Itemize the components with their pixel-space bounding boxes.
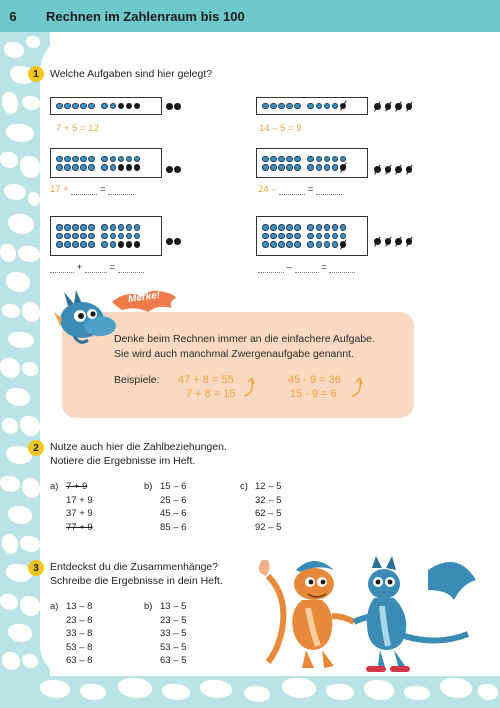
task-item: 7 + 9 (66, 481, 88, 492)
task-item: 33 – 5 (160, 628, 187, 639)
dot-frame (50, 97, 162, 115)
equation-c (50, 184, 134, 195)
merke-label: Merke! (127, 289, 161, 306)
task2-col-c-label: c) (240, 481, 248, 492)
dot-frame (256, 216, 368, 256)
page-title: Rechnen im Zahlenraum bis 100 (46, 8, 245, 24)
extra-dots (166, 238, 182, 245)
equals-sign: = (321, 262, 327, 273)
merke-line-2: Sie wird auch manchmal Zwergenaufgabe genannt. (114, 348, 354, 360)
equals-sign: = (100, 184, 106, 195)
extra-dots (166, 166, 182, 173)
page-number: 6 (9, 8, 17, 24)
equals-sign: = (109, 262, 116, 273)
task-number-badge: 3 (28, 560, 44, 576)
equation-c-start: 17 + (50, 184, 69, 195)
task2-col-b (160, 480, 186, 534)
task2-col-b-label: b) (144, 481, 153, 492)
crossed-dots (374, 103, 416, 110)
equation-d (258, 184, 342, 195)
task3-col-b (160, 600, 186, 668)
crossed-dots (374, 166, 416, 173)
stone-border-bottom (0, 676, 500, 708)
task-item: 23 – 8 (66, 614, 93, 626)
task2-line-2: Notiere die Ergebnisse im Heft. (50, 455, 196, 467)
task2-col-a (66, 480, 93, 534)
example1-top: 47 + 8 = 55 (178, 374, 234, 386)
equation-e (50, 262, 144, 273)
answer-blank[interactable] (295, 263, 319, 273)
dot-frame (50, 148, 162, 178)
examples-label: Beispiele: (114, 374, 160, 386)
task-item: 63 – 5 (160, 655, 187, 666)
task-item: 92 – 5 (255, 521, 282, 533)
crossed-dots (374, 238, 416, 245)
arrow-up-icon (242, 376, 258, 400)
task-item: 63 – 8 (66, 655, 93, 666)
task-item: 33 – 8 (66, 628, 93, 639)
task-number-badge: 1 (28, 66, 44, 82)
task-item: 37 + 9 (66, 508, 93, 519)
answer-blank[interactable] (71, 185, 97, 195)
extra-dots (166, 103, 182, 110)
answer-blank[interactable] (118, 263, 144, 273)
merke-line-1: Denke beim Rechnen immer an die einfachere Aufgabe. (114, 333, 375, 345)
answer-blank[interactable] (316, 185, 342, 195)
answer-blank[interactable] (50, 263, 74, 273)
example2-bottom: 15 - 9 = 6 (290, 388, 337, 400)
task-item: 25 – 6 (160, 494, 187, 506)
page-header (0, 0, 500, 32)
task-item: 17 + 9 (66, 494, 93, 506)
dot-frame (256, 148, 368, 178)
task3-line-2: Schreibe die Ergebnisse in dein Heft. (50, 575, 223, 587)
example2-top: 45 - 9 = 36 (288, 374, 341, 386)
dot-frame (256, 97, 368, 115)
dot-frame (50, 216, 162, 256)
task-item: 32 – 5 (255, 494, 282, 506)
task3-line-1: Entdeckst du die Zusammenhänge? (50, 561, 219, 573)
equation-f (258, 262, 355, 273)
task-item: 53 – 5 (160, 641, 187, 653)
task-item: 53 – 8 (66, 641, 93, 653)
task-item: 23 – 5 (160, 614, 187, 626)
task-item: 13 – 5 (160, 601, 187, 612)
dragons-illustration (248, 550, 480, 676)
task-item: 77 + 9 (66, 521, 93, 533)
task-item: 13 – 8 (66, 601, 93, 612)
task-item: 85 – 6 (160, 521, 187, 533)
equation-b: 14 – 5 = 9 (259, 123, 302, 134)
example1-bottom: 7 + 8 = 15 (186, 388, 236, 400)
answer-blank[interactable] (279, 185, 305, 195)
task-item: 45 – 6 (160, 508, 187, 519)
task-number-badge: 2 (28, 440, 44, 456)
task-item: 15 – 6 (160, 481, 187, 492)
answer-blank[interactable] (85, 263, 107, 273)
answer-blank[interactable] (258, 263, 284, 273)
answer-blank[interactable] (329, 263, 355, 273)
task3-col-b-label: b) (144, 601, 153, 612)
arrow-up-icon (350, 376, 366, 400)
answer-blank[interactable] (108, 185, 134, 195)
task2-col-a-label: a) (50, 481, 59, 492)
task3-col-a-label: a) (50, 601, 59, 612)
task2-line-1: Nutze auch hier die Zahlbeziehungen. (50, 441, 227, 453)
plus-sign: + (76, 262, 83, 273)
equation-a: 7 + 5 = 12 (56, 123, 99, 134)
task3-col-a (66, 600, 92, 668)
equals-sign: = (307, 184, 314, 195)
task2-col-c (255, 480, 281, 534)
minus-sign: – (286, 262, 292, 273)
equation-d-start: 24 – (258, 184, 277, 195)
task1-question: Welche Aufgaben sind hier gelegt? (50, 68, 213, 80)
task-item: 62 – 5 (255, 508, 282, 519)
task-item: 12 – 5 (255, 481, 282, 492)
